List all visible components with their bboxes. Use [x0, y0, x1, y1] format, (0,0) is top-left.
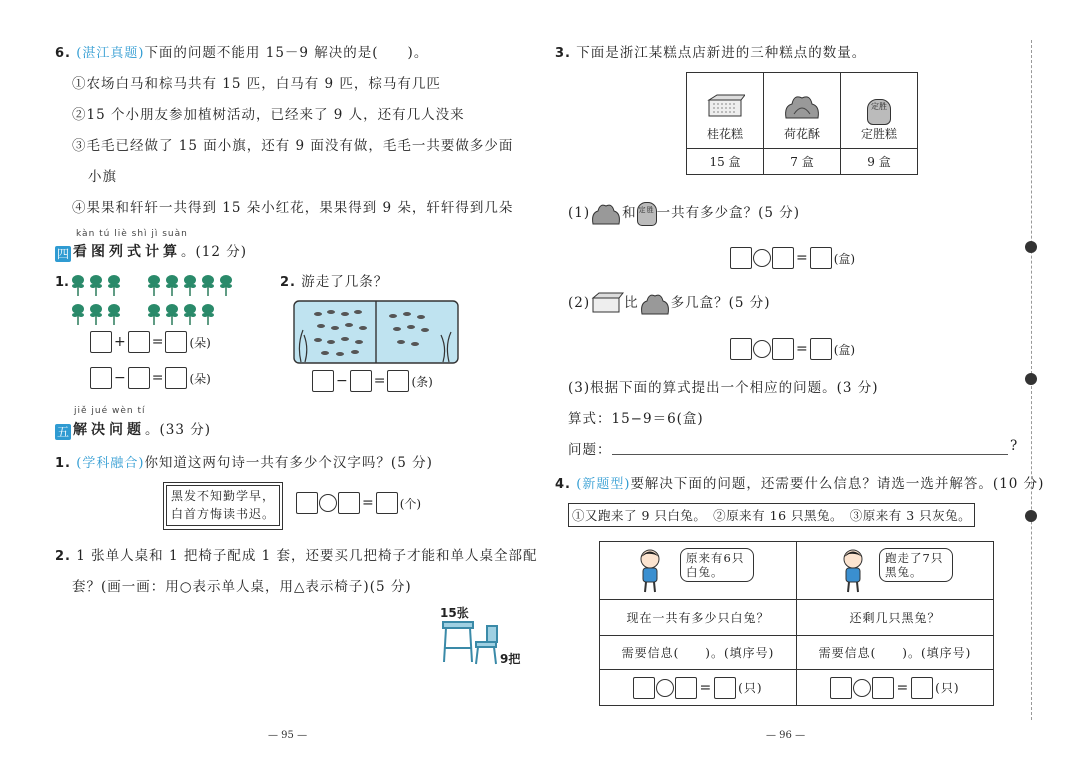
- operator-circle[interactable]: [753, 340, 771, 358]
- q4-text: 要解决下面的问题，还需要什么信息？请选一选并解答。(10 分): [630, 476, 1045, 492]
- q6-option-3: ③毛毛已经做了 15 面小旗，还有 9 面没有做，毛毛一共要做多少面: [72, 138, 514, 154]
- cake-name: 桂花糕: [706, 127, 743, 141]
- answer-box[interactable]: [128, 367, 150, 389]
- q6-stem: [55, 41, 428, 61]
- unit-label: (条): [411, 374, 433, 389]
- dingsheng-cake-icon: 定胜: [867, 99, 891, 125]
- question-answer-line[interactable]: [612, 454, 1008, 455]
- equals-sign: =: [896, 679, 910, 696]
- unit-label: (朵): [189, 371, 211, 386]
- answer-box[interactable]: [730, 247, 752, 269]
- q4-col-2-equation: [797, 670, 994, 706]
- speech-bubble: 跑走了7只黑兔。: [879, 548, 953, 582]
- q3-p2-text: 多几盒？(5 分): [670, 295, 771, 311]
- unit-label: (个): [399, 496, 422, 511]
- plus-sign: +: [114, 334, 126, 350]
- binding-hole-marker: [1025, 510, 1037, 522]
- page-number-right: — 96 —: [766, 730, 806, 741]
- dingsheng-cake-icon: 定胜: [637, 202, 657, 226]
- answer-box[interactable]: [350, 370, 372, 392]
- sec4-q1-equation-1: [90, 331, 211, 353]
- q6-option-3-cont: 小旗: [88, 169, 117, 185]
- answer-box[interactable]: [90, 367, 112, 389]
- equals-sign: =: [373, 373, 386, 389]
- q4-col-2-question: 还剩几只黑兔？: [797, 600, 994, 636]
- q3-p2-equation: [730, 338, 855, 360]
- sec5-q1-number: 1.: [55, 456, 71, 471]
- sec4-badge: 四: [56, 247, 69, 261]
- equals-sign: =: [151, 370, 164, 386]
- binding-hole-marker: [1025, 241, 1037, 253]
- lotus-pastry-icon: [639, 291, 671, 317]
- chair-icon: [476, 626, 497, 664]
- page-number-left: — 95 —: [268, 730, 308, 741]
- q6-option-1: ①农场白马和棕马共有 15 匹，白马有 9 匹，棕马有几匹: [72, 76, 441, 92]
- equals-sign: =: [699, 679, 713, 696]
- equals-sign: =: [362, 495, 374, 511]
- cake-cell-2: [764, 73, 841, 149]
- unit-label: (盒): [833, 251, 856, 266]
- fish-tank-illustration: [293, 300, 459, 364]
- q4-col-2-scene: [797, 542, 994, 600]
- poem-line-2: 白首方悔读书迟。: [170, 507, 275, 521]
- q3-p3-text: (3)根据下面的算式提出一个相应的问题。(3 分): [568, 380, 879, 396]
- q3-p1-and: 和: [622, 205, 637, 221]
- right-page: [540, 0, 1080, 763]
- cake-cell-3: [841, 73, 918, 149]
- answer-box[interactable]: [312, 370, 334, 392]
- answer-box[interactable]: [810, 338, 832, 360]
- sec4-score: 。(12 分): [181, 244, 248, 260]
- unit-label: (只): [738, 681, 763, 695]
- binding-hole-marker: [1025, 373, 1037, 385]
- sec5-pinyin: jiě jué wèn tí: [74, 406, 146, 416]
- cake-qty: 15 盒: [687, 149, 764, 175]
- q3-p2-prefix: (2): [568, 295, 591, 311]
- sec5-q2-line-1: [55, 544, 538, 564]
- flower-illustration: [70, 272, 240, 328]
- equals-sign: =: [151, 334, 164, 350]
- cake-cell-1: [687, 73, 764, 149]
- sec4-q2-number: 2.: [280, 275, 296, 290]
- answer-box[interactable]: [730, 338, 752, 360]
- answer-box[interactable]: [376, 492, 398, 514]
- answer-box[interactable]: [872, 677, 894, 699]
- q3-p1-equation: [730, 247, 855, 269]
- poem-line-1: 黑发不知勤学早，: [170, 489, 275, 503]
- flower-group-bottom-left: [72, 304, 120, 325]
- boy-icon: [634, 548, 668, 594]
- cake-name: 定胜糕: [860, 127, 897, 141]
- answer-box[interactable]: [633, 677, 655, 699]
- q4-choices: ①又跑来了 9 只白兔。 ②原来有 16 只黑兔。 ③原来有 3 只灰兔。: [568, 503, 975, 527]
- q3-part-2: [568, 290, 771, 317]
- operator-circle[interactable]: [319, 494, 337, 512]
- answer-box[interactable]: [675, 677, 697, 699]
- q4-col-1-question: 现在一共有多少只白兔？: [600, 600, 797, 636]
- answer-box[interactable]: [830, 677, 852, 699]
- minus-sign: −: [336, 373, 348, 389]
- operator-circle[interactable]: [853, 679, 871, 697]
- q6-option-4: ④果果和轩轩一共得到 15 朵小红花，果果得到 9 朵，轩轩得到几朵: [72, 200, 514, 216]
- equals-sign: =: [796, 341, 808, 357]
- answer-box[interactable]: [338, 492, 360, 514]
- q3-formula: 算式：15−9＝6(盒): [568, 411, 704, 427]
- cake-qty: 7 盒: [764, 149, 841, 175]
- desk-count-label: 15张: [440, 606, 469, 620]
- flower-group-bottom-right: [148, 304, 214, 325]
- sec5-q1-equation: [296, 492, 421, 514]
- sec4-q2: [280, 270, 388, 290]
- poem-box: [163, 482, 283, 530]
- answer-box[interactable]: [90, 331, 112, 353]
- sec5-title: 解决问题: [73, 422, 145, 438]
- answer-box[interactable]: [128, 331, 150, 353]
- q3-p2-bi: 比: [624, 295, 639, 311]
- sec5-q2-number: 2.: [55, 549, 71, 564]
- answer-box[interactable]: [810, 247, 832, 269]
- answer-box[interactable]: [911, 677, 933, 699]
- sec4-title: 看图列式计算: [73, 244, 181, 260]
- q4-tag: (新题型): [576, 477, 631, 492]
- sec4-heading: [55, 240, 247, 262]
- q4-number: 4.: [555, 477, 571, 492]
- q3-question-label: 问题：: [568, 442, 612, 458]
- q4-col-1-scene: [600, 542, 797, 600]
- sec5-q2-line-2: 套？(画一画：用○表示单人桌，用△表示椅子)(5 分): [72, 579, 412, 595]
- q3-p1-prefix: (1): [568, 205, 591, 221]
- q3-number: 3.: [555, 46, 571, 61]
- lotus-pastry-icon: [782, 92, 822, 122]
- q4-col-1-need[interactable]: 需要信息( )。(填序号): [600, 636, 797, 670]
- sec4-q2-text: 游走了几条？: [301, 274, 389, 290]
- q3-part-1: [568, 200, 800, 227]
- sec5-badge: 五: [56, 425, 69, 439]
- unit-label: (朵): [189, 335, 211, 350]
- q3-stem: [555, 41, 866, 61]
- sec4-pinyin: kàn tú liè shì jì suàn: [76, 229, 188, 239]
- cake-name: 荷花酥: [783, 127, 820, 141]
- sec5-q1-tag: (学科融合): [76, 456, 145, 471]
- answer-box[interactable]: [772, 338, 794, 360]
- sec5-q1: [55, 451, 433, 471]
- chair-count-label: 9把: [500, 652, 521, 666]
- q3-p1-text: 一共有多少盒？(5 分): [656, 205, 801, 221]
- flower-group-top-left: [72, 275, 120, 296]
- q3-question-end: ?: [1010, 438, 1019, 454]
- cake-qty: 9 盒: [841, 149, 918, 175]
- q6-number: 6.: [55, 46, 71, 61]
- osmanthus-cake-icon: [705, 94, 745, 122]
- flower-group-top-right: [148, 275, 232, 296]
- unit-label: (盒): [833, 342, 856, 357]
- sec4-q1-number: 1.: [55, 275, 69, 290]
- cake-table: [686, 72, 918, 175]
- lotus-pastry-icon: [590, 201, 622, 227]
- q6-text: 下面的问题不能用 15－9 解决的是( )。: [144, 45, 429, 61]
- answer-box[interactable]: [714, 677, 736, 699]
- minus-sign: −: [114, 370, 126, 386]
- operator-circle[interactable]: [656, 679, 674, 697]
- sec5-score: 。(33 分): [145, 422, 212, 438]
- q3-text: 下面是浙江某糕点店新进的三种糕点的数量。: [576, 45, 867, 61]
- sec4-q1-equation-2: [90, 367, 211, 389]
- answer-box[interactable]: [165, 331, 187, 353]
- desk-icon: [443, 622, 473, 662]
- q6-tag: (湛江真题): [76, 46, 145, 61]
- sec5-q1-text: 你知道这两句诗一共有多少个汉字吗？(5 分): [144, 455, 433, 471]
- operator-circle[interactable]: [753, 249, 771, 267]
- speech-bubble: 原来有6只白兔。: [680, 548, 754, 582]
- boy-icon: [837, 548, 871, 594]
- desk-chair-illustration: [440, 620, 502, 666]
- unit-label: (只): [935, 681, 960, 695]
- q4-col-2-need[interactable]: 需要信息( )。(填序号): [797, 636, 994, 670]
- sec4-q2-equation: [312, 370, 433, 392]
- sec5-q2-text-1: 1 张单人桌和 1 把椅子配成 1 套，还要买几把椅子才能和单人桌全部配: [76, 548, 538, 564]
- q4-col-1-equation: [600, 670, 797, 706]
- equals-sign: =: [796, 250, 808, 266]
- answer-box[interactable]: [387, 370, 409, 392]
- q4-table: [599, 541, 994, 706]
- sec5-heading: [55, 418, 211, 440]
- q6-option-2: ②15 个小朋友参加植树活动，已经来了 9 人，还有几人没来: [72, 107, 465, 123]
- osmanthus-cake-icon: [590, 292, 624, 316]
- answer-box[interactable]: [772, 247, 794, 269]
- answer-box[interactable]: [296, 492, 318, 514]
- answer-box[interactable]: [165, 367, 187, 389]
- q4-stem: [555, 472, 1044, 492]
